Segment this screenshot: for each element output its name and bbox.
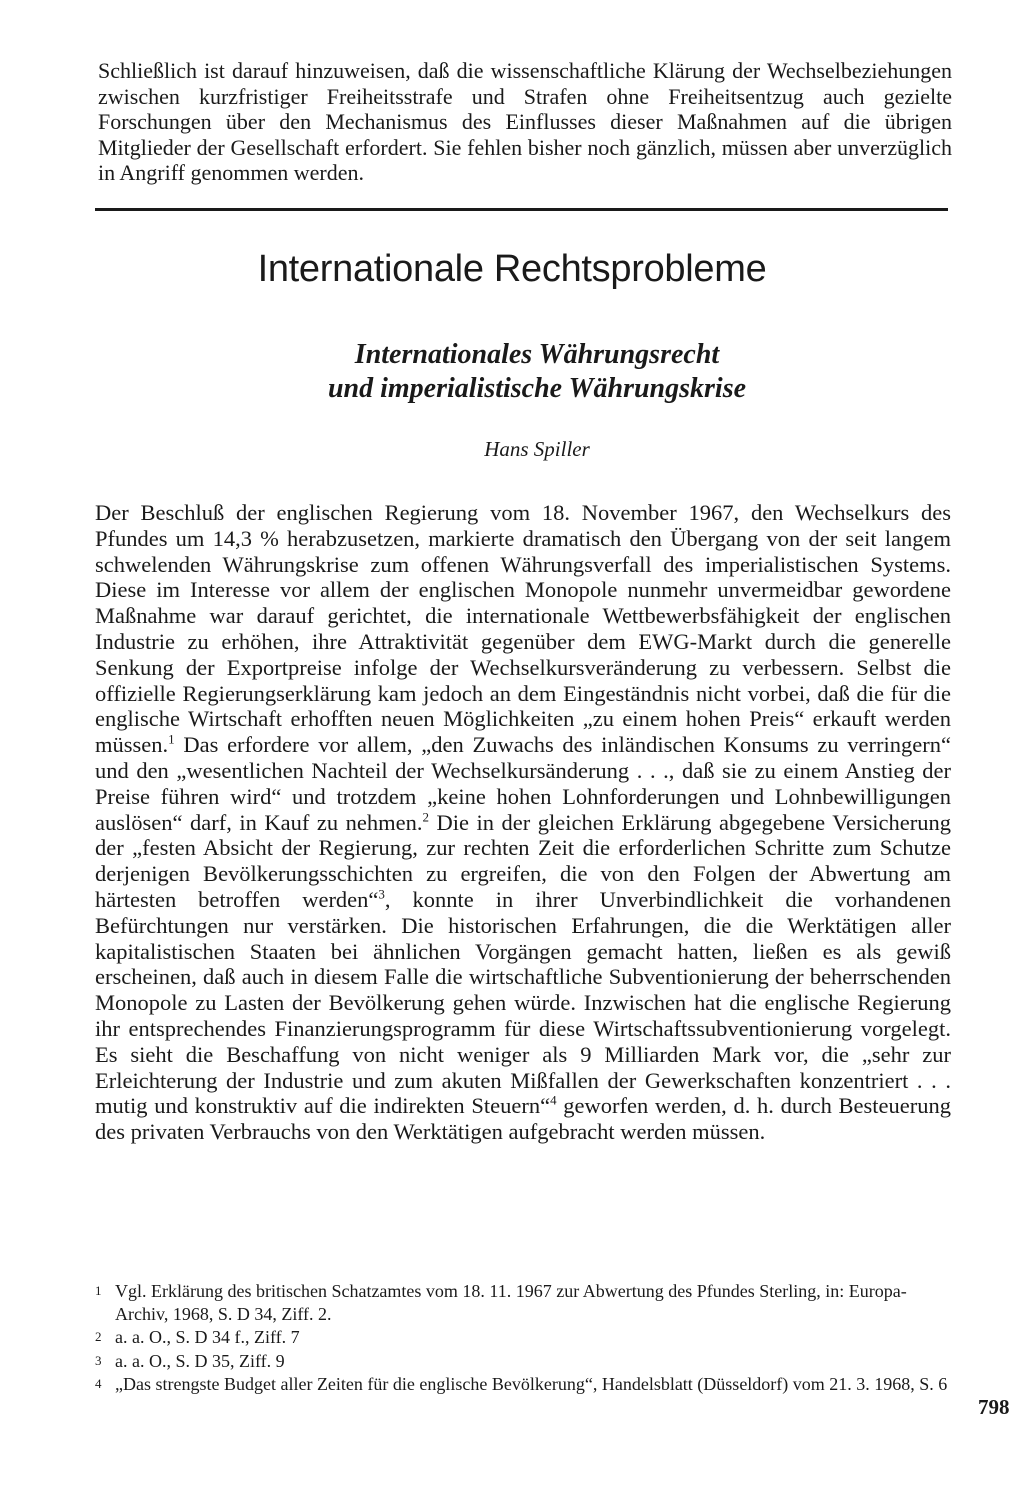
footnote-text: a. a. O., S. D 35, Ziff. 9 — [115, 1350, 285, 1371]
footnote-item — [95, 1373, 951, 1396]
body-text-segment: , konnte in ihrer Unverbindlichkeit die vorhandenen Befürchtungen nur verstärken. Die historischen Erfahrungen, die die Werktätigen aller kapitalistischen Staaten bei ähnlichen Vorgängen gemacht hatten, ließen es als gewiß erscheinen, daß auch in diesem Falle die wirtschaftliche Subventionierung der beherrschenden Monopole zu Lasten der Bevölkerung gehen würde. Inzwischen hat die englische Regierung ihr entsprechendes Finanzierungsprogramm für diese Wirtschaftssubventionierung vorgelegt. Es sieht die Beschaffung von nicht weniger als 9 Milliarden Mark vor, die „sehr zur Erleichterung der Industrie und zum akuten Mißfallen der Gewerkschaften konzentriert . . . mutig und konstruktiv auf die indirekten Steuern“ — [95, 886, 951, 1119]
footnotes-list — [95, 1280, 951, 1397]
footnote-text: Vgl. Erklärung des britischen Schatzamtes vom 18. 11. 1967 zur Abwertung des Pfundes Sterling, in: Europa-Archiv, 1968, S. D 34, Ziff. 2. — [115, 1281, 907, 1324]
body-text-segment: Die in der gleichen Erklärung abgegebene Versicherung der „festen Absicht der Regierung, zur rechten Zeit die erforderlichen Schritte zum Schutze derjenigen Bevölkerungsschichten zu ergreifen, die von den Folgen der Abwertung am härtesten betroffen werden“ — [95, 809, 951, 912]
body-text-segment: geworfen werden, d. h. durch Besteuerung des privaten Verbrauchs von den Werktätigen aufgebracht werden müssen. — [95, 1093, 951, 1145]
section-title: Internationale Rechtsprobleme — [257, 248, 767, 290]
footnote-item — [95, 1280, 951, 1325]
article-title — [0, 338, 1024, 406]
article-title-line-2: und imperialistische Währungskrise — [327, 373, 747, 404]
footnote-ref-4[interactable]: 4 — [550, 1092, 557, 1108]
section-divider — [95, 208, 948, 211]
article-title-line-1: Internationales Währungsrecht — [354, 339, 720, 370]
footnote-ref-2[interactable]: 2 — [422, 809, 429, 825]
intro-paragraph: Schließlich ist darauf hinzuweisen, daß die wissenschaftliche Klärung der Wechselbeziehungen zwischen kurzfristiger Freiheitsstrafe und Strafen ohne Freiheitsentzug auch gezielte Forschungen über den Mechanismus des Einflusses dieser Maßnahmen auf die übrigen Mitglieder der Gesellschaft erfordert. Sie fehlen bisher noch gänzlich, müssen aber unverzüglich in Angriff genommen werden. — [98, 58, 952, 185]
footnote-ref-1[interactable]: 1 — [168, 731, 175, 747]
footnote-item — [95, 1350, 951, 1373]
footnote-number: 1 — [95, 1283, 102, 1298]
footnote-item — [95, 1326, 951, 1349]
article-body — [95, 500, 951, 1145]
footnote-number: 2 — [95, 1329, 102, 1344]
page-number: 798 — [978, 1395, 1010, 1419]
footnote-number: 4 — [95, 1376, 102, 1391]
footnote-text: a. a. O., S. D 34 f., Ziff. 7 — [115, 1327, 300, 1347]
body-text-segment: Das erfordere vor allem, „den Zuwachs des inländischen Konsums zu verringern“ und den „wesentlichen Nachteil der Wechselkursänderung . . ., daß sie zu einem Anstieg der Preise führen wird“ und trotzdem „keine hohen Lohnforderungen und Lohnbewilligungen auslösen“ darf, in Kauf zu nehmen. — [95, 732, 951, 835]
footnote-number: 3 — [95, 1352, 102, 1368]
footnote-ref-3[interactable]: 3 — [378, 886, 385, 902]
body-text-segment: Der Beschluß der englischen Regierung vom 18. November 1967, den Wechselkurs des Pfundes um 14,3 % herabzusetzen, markierte dramatisch den Übergang von der seit langem schwelenden Währungskrise zum offenen Währungsverfall des imperialistischen Systems. Diese im Interesse vor allem der englischen Monopole nunmehr unvermeidbar gewordene Maßnahme war darauf gerichtet, die internationale Wettbewerbsfähigkeit der englischen Industrie zu erhöhen, ihre Attraktivität gegenüber dem EWG-Markt durch die generelle Senkung der Exportpreise infolge der Wechselkursveränderung zu verbessern. Selbst die offizielle Regierungserklärung kam jedoch an dem Eingeständnis nicht vorbei, daß die für die englische Wirtschaft erhofften neuen Möglichkeiten „zu einem hohen Preis“ erkauft werden müssen. — [95, 500, 951, 758]
article-author: Hans Spiller — [484, 437, 590, 461]
footnote-text: „Das strengste Budget aller Zeiten für die englische Bevölkerung“, Handelsblatt (Düsseldorf) vom 21. 3. 1968, S. 6 — [115, 1374, 948, 1394]
